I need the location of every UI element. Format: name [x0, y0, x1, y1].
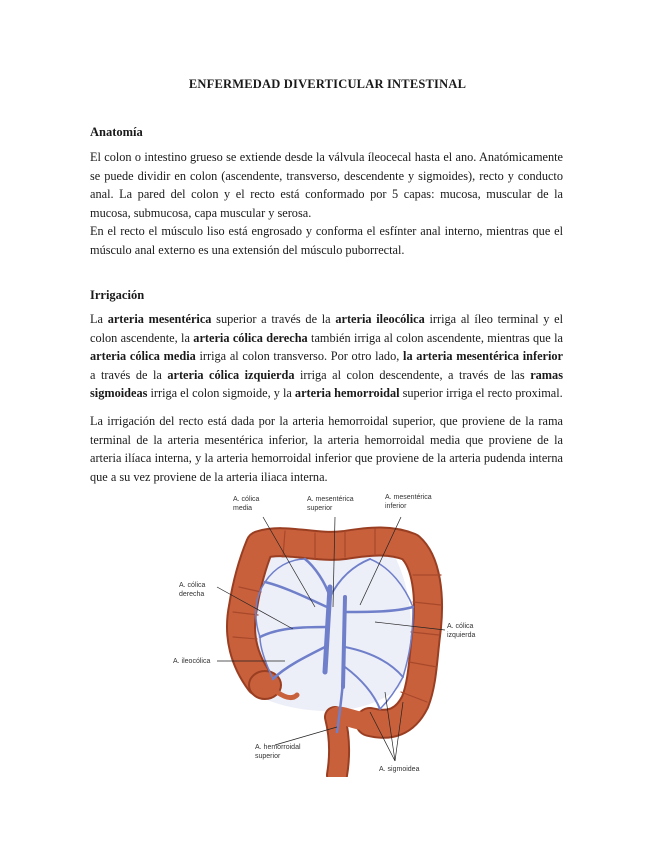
- colon-arteries-illustration: [165, 487, 485, 777]
- text-run: superior a través de la: [211, 312, 336, 326]
- irrigacion-paragraph-1: [90, 310, 563, 403]
- label-colica-media: A. cólica media: [233, 496, 260, 512]
- document-title: ENFERMEDAD DIVERTICULAR INTESTINAL: [188, 77, 467, 91]
- text-run: La: [90, 312, 108, 326]
- colon-arteries-figure: [165, 487, 485, 777]
- text-run: irriga al colon transverso. Por otro lado,: [195, 349, 404, 363]
- text-run: también irriga al colon ascendente, mientras que la: [307, 330, 563, 345]
- label-colica-izquierda: A. cólica izquierda: [447, 623, 476, 639]
- text-run: irriga al colon descendente, a través de las: [294, 367, 531, 382]
- bold-term: arteria cólica media: [90, 349, 196, 363]
- bold-term: arteria mesentérica: [107, 312, 212, 326]
- text-run: irriga el colon sigmoide, y la: [147, 386, 295, 400]
- label-hemorroidal-superior: A. hemorroidal superior: [255, 744, 301, 760]
- text-run: superior irriga el recto proximal.: [399, 386, 563, 400]
- label-colica-derecha: A. cólica derecha: [179, 582, 206, 598]
- section-heading-irrigacion: Irrigación: [90, 288, 145, 302]
- bold-term: la arteria mesentérica inferior: [403, 349, 564, 363]
- bold-term: arteria cólica derecha: [193, 330, 308, 345]
- label-mesenterica-inferior: A. mesentérica inferior: [385, 494, 432, 510]
- text-run: a través de la: [90, 367, 168, 382]
- bold-term: arteria hemorroidal: [294, 386, 400, 400]
- label-mesenterica-superior: A. mesentérica superior: [307, 496, 354, 512]
- section-heading-anatomia: Anatomía: [90, 125, 143, 139]
- bold-term: arteria ileocólica: [335, 312, 425, 326]
- bold-term: ramas sigmoideas: [90, 367, 563, 400]
- anatomia-paragraph-2: En el recto el músculo liso está engrosado y conforma el esfínter anal interno, mientras que el músculo anal externo es una extensión del músculo puborrectal.: [90, 224, 563, 257]
- bold-term: arteria cólica izquierda: [167, 367, 295, 382]
- label-sigmoidea: A. sigmoidea: [379, 766, 420, 773]
- text-run: irriga al íleo terminal y el colon ascendente, la: [90, 312, 564, 345]
- anatomia-paragraph-1: El colon o intestino grueso se extiende desde la válvula íleocecal hasta el ano. Anatómicamente se puede dividir en colon (ascendente, transverso, descendente y sigmoides), recto y conducto anal. La pared del colon y el recto está conformado por 5 capas: mucosa, muscular de la mucosa, submucosa, capa muscular y serosa.: [90, 150, 563, 220]
- irrigacion-paragraph-2: La irrigación del recto está dada por la arteria hemorroidal superior, que proviene de la rama terminal de la arteria mesentérica inferior, la arteria hemorroidal media que proviene de la arteria ilíaca interna, y la arteria hemorroidal inferior que proviene de la arteria pudenda interna que a su vez proviene de la arteria iliaca interna.: [90, 414, 563, 484]
- label-ileocolica: A. ileocólica: [173, 658, 211, 665]
